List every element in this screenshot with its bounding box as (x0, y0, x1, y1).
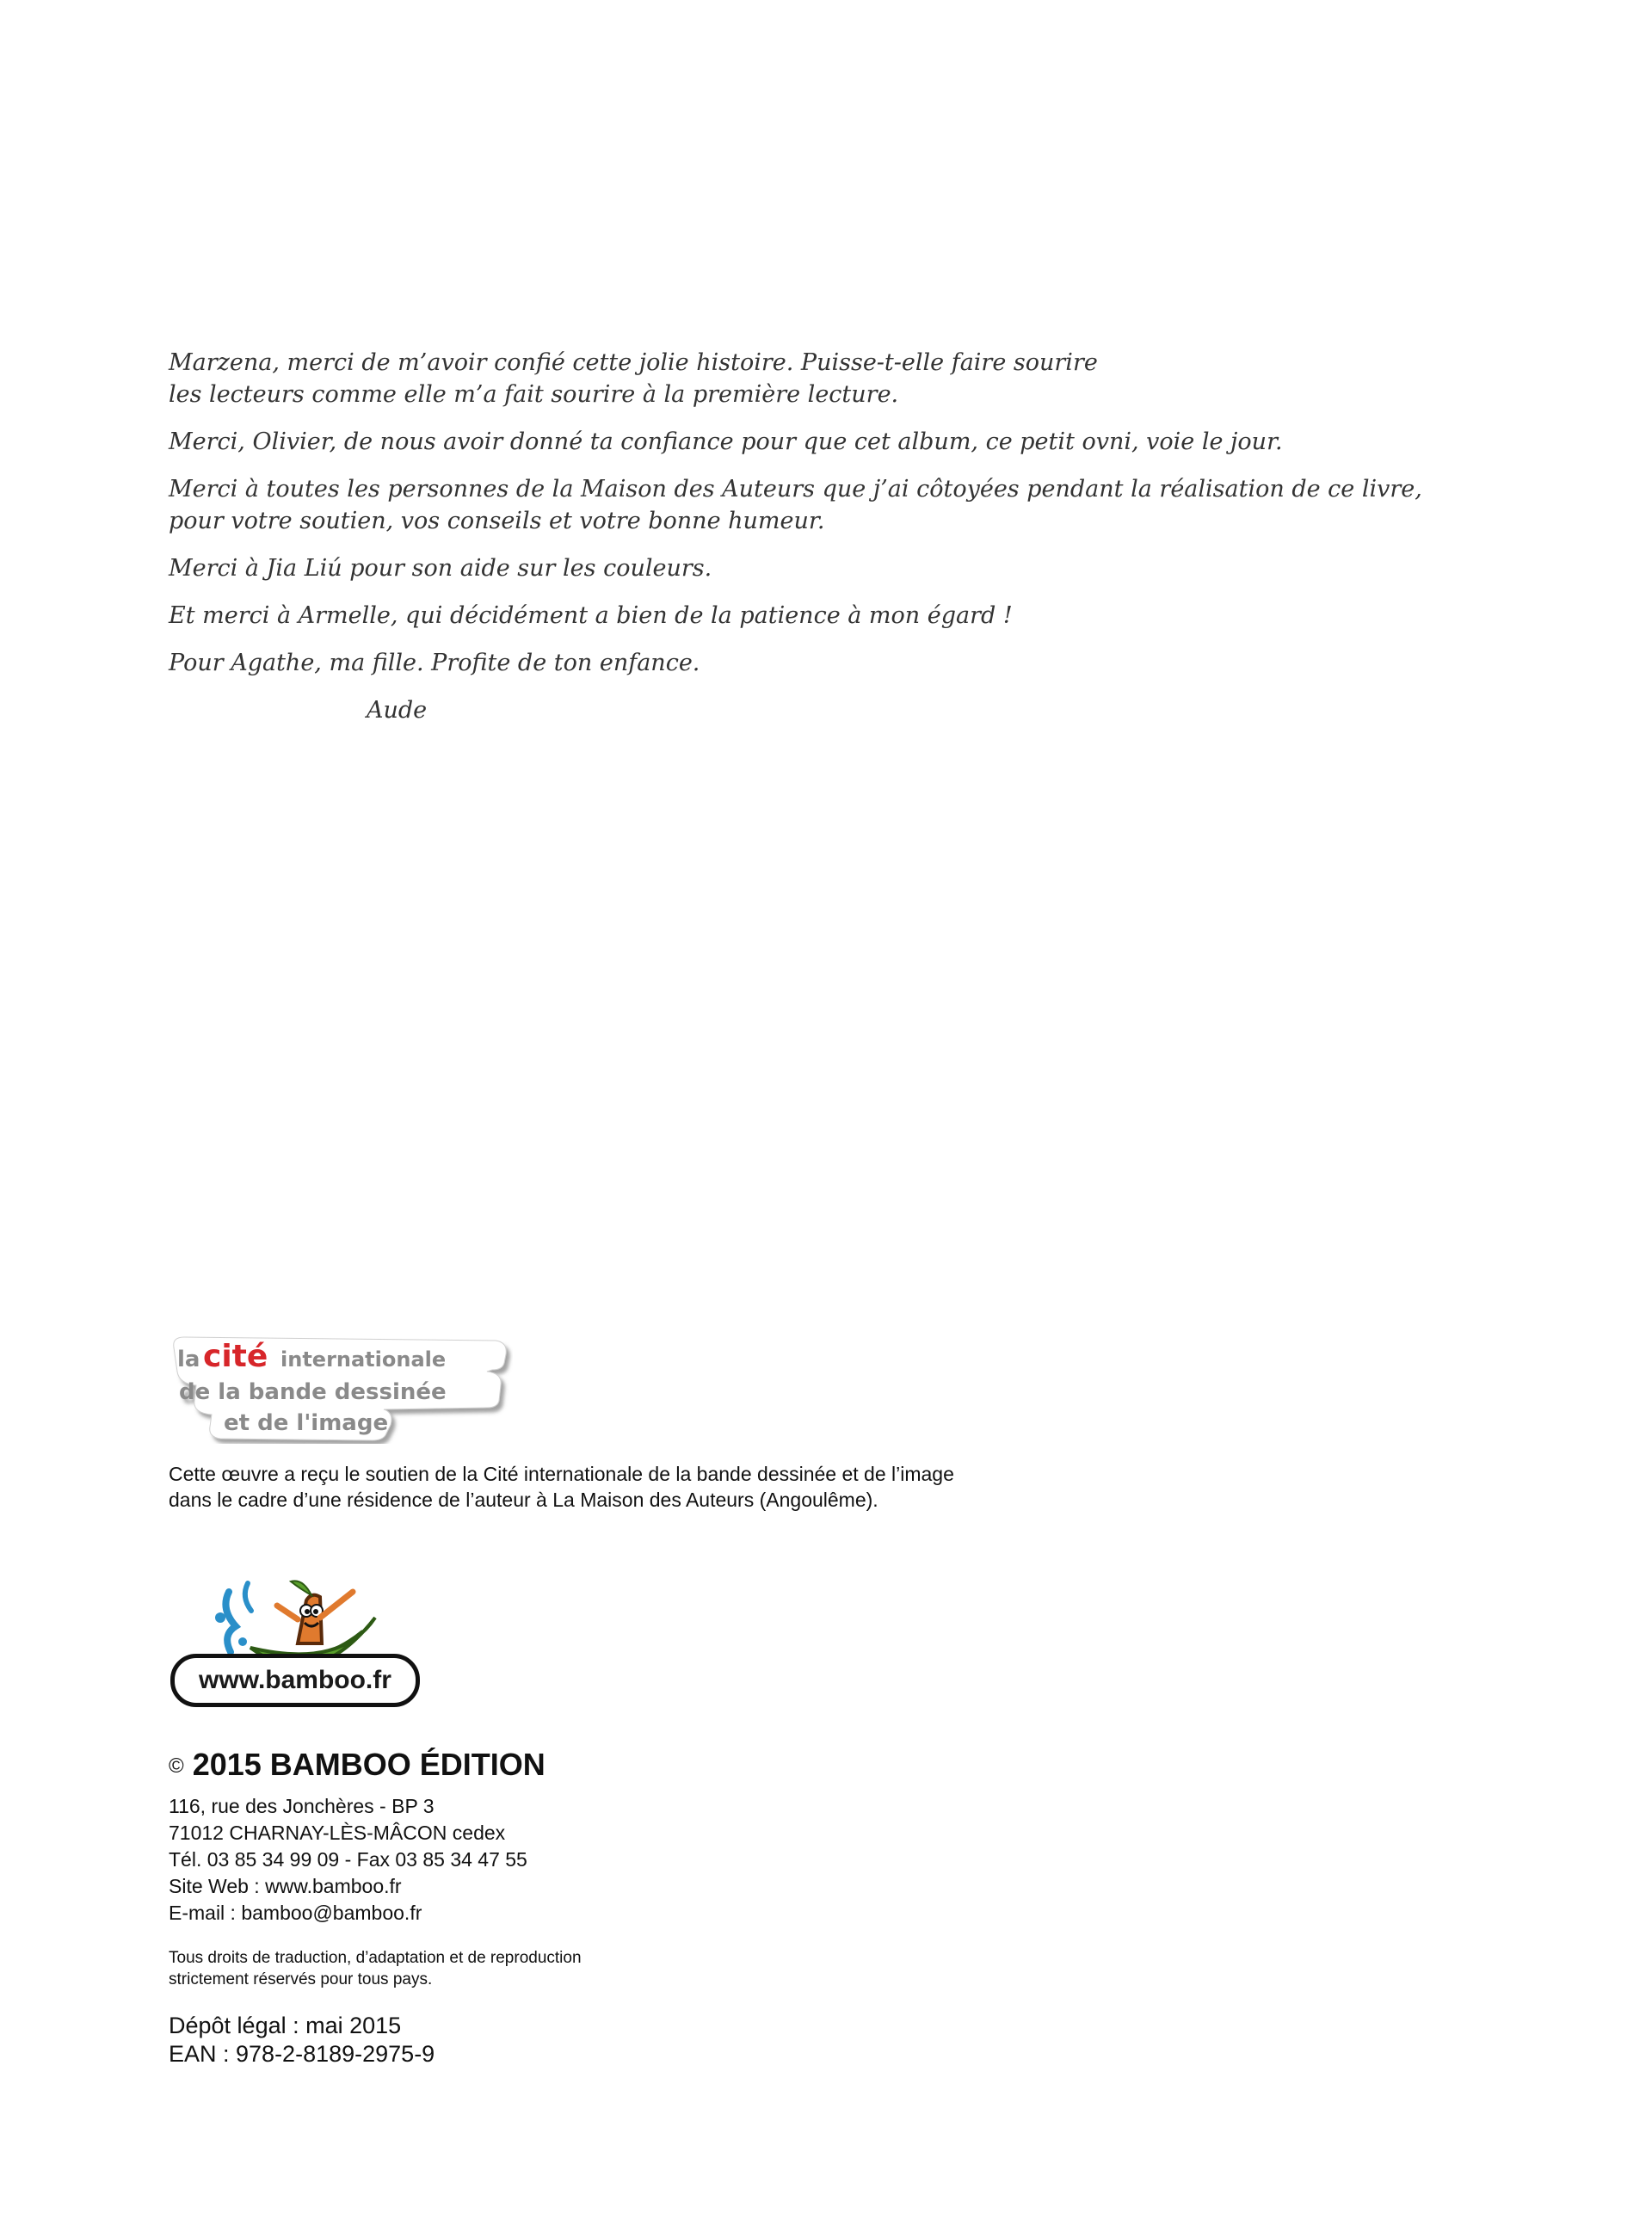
cite-logo-line3: et de l'image (224, 1410, 389, 1436)
address-street: 116, rue des Jonchères - BP 3 (169, 1795, 435, 1817)
ack-paragraph-3: Merci à toutes les personnes de la Maison des Auteurs que j’ai côtoyées pendant la réalisation de ce livre, pour votre soutien, vos conseils et votre bonne humeur. (169, 476, 1422, 534)
ack-paragraph-6: Pour Agathe, ma fille. Profite de ton enfance. (169, 650, 700, 676)
ack-paragraph-2: Merci, Olivier, de nous avoir donné ta confiance pour que cet album, ce petit ovni, voie le jour. (169, 428, 1283, 455)
cite-logo-highlight: cité (203, 1339, 268, 1374)
signature: Aude (367, 697, 428, 724)
copyright-symbol: © (169, 1754, 184, 1779)
address-email: E-mail : bamboo@bamboo.fr (169, 1902, 422, 1924)
address-website: Site Web : www.bamboo.fr (169, 1875, 402, 1897)
cite-logo-prefix: la (177, 1347, 200, 1372)
acknowledgements (169, 347, 1422, 742)
cite-bd-logo (169, 1332, 513, 1444)
ack-paragraph-5: Et merci à Armelle, qui décidément a bien de la patience à mon égard ! (169, 602, 1013, 629)
copyright-text: 2015 BAMBOO ÉDITION (192, 1747, 546, 1782)
ack-paragraph-1: Marzena, merci de m’avoir confié cette jolie histoire. Puisse-t-elle faire sourire les lecteurs comme elle m’a fait sourire à la première lecture. (169, 349, 1098, 408)
address-city: 71012 CHARNAY-LÈS-MÂCON cedex (169, 1822, 506, 1844)
bamboo-url-label: www.bamboo.fr (170, 1654, 420, 1707)
publisher-address (169, 1793, 527, 1927)
address-phone: Tél. 03 85 34 99 09 - Fax 03 85 34 47 55 (169, 1848, 527, 1871)
cite-logo-line2: de la bande dessinée (179, 1379, 447, 1405)
rights-notice: Tous droits de traduction, d’adaptation et de reproduction strictement réservés pour tous pays. (169, 1949, 582, 1988)
support-statement: Cette œuvre a reçu le soutien de la Cité internationale de la bande dessinée et de l’image dans le cadre d’une résidence de l’auteur à La Maison des Auteurs (Angoulême). (169, 1463, 954, 1511)
cite-logo-suffix: internationale (280, 1347, 447, 1372)
ack-paragraph-4: Merci à Jia Liú pour son aide sur les couleurs. (169, 555, 712, 582)
legal-deposit (169, 2012, 435, 2068)
depot-legal: Dépôt légal : mai 2015 (169, 2013, 402, 2038)
copyright-line (169, 1747, 546, 1783)
ean-code: EAN : 978-2-8189-2975-9 (169, 2041, 435, 2067)
